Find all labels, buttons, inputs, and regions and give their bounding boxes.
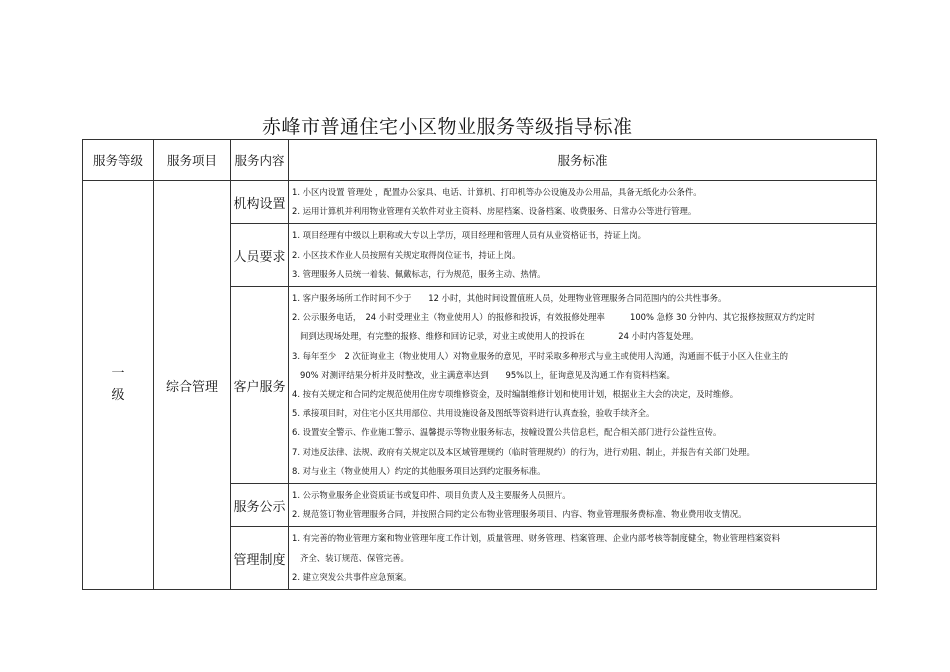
service-level-line-1: 一 [111,366,125,382]
standard-line: 齐全、装订规范、保管完善。 [300,552,409,563]
standard-line: 4. 按有关规定和合同约定规范使用住房专项维修资金，及时编制维修计划和使用计划，根据业主大会的决定，及时维修。 [292,389,739,400]
content-cell-public-notice: 服务公示 [231,484,289,527]
standard-line: 1. 有完善的物业管理方案和物业管理年度工作计划，质量管理、财务管理、档案管理、企业内部考核等制度健全，物业管理档案资料 [292,533,781,544]
document-title: 赤峰市普通住宅小区物业服务等级指导标准 [262,116,633,138]
content-cell-customer-service: 客户服务 [231,287,289,484]
standard-line: 5. 承接项目时，对住宅小区共用部位、共用设施设备及图纸等资料进行认真查验，验收手续齐全。 [292,408,655,419]
standard-line: 7. 对违反法律、法规、政府有关规定以及本区域管理规约（临时管理规约）的行为，进行劝阻、制止，并报告有关部门处理。 [292,446,755,457]
standard-line: 2. 公示服务电话， 24 小时受理业主（物业使用人）的报修和投诉，有效报修处理率 100% 急修 30 分钟内、其它报修按照双方约定时 [292,312,815,323]
standard-line: 3. 每年至少 2 次征询业主（物业使用人）对物业服务的意见，平时采取多种形式与业主或使用人沟通，沟通面不低于小区入住业主的 [292,350,789,361]
service-item-cell: 综合管理 [154,181,231,590]
header-service-content: 服务内容 [231,140,289,181]
standard-line: 8. 对与业主（物业使用人）约定的其他服务项目达到约定服务标准。 [292,465,546,476]
standard-cell-personnel [289,224,877,287]
standard-line: 1. 项目经理有中级以上职称或大专以上学历，项目经理和管理人员有从业资格证书，持证上岗。 [292,230,647,241]
standard-line: 6. 设置安全警示、作业施工警示、温馨提示等物业服务标志，按幢设置公共信息栏，配合相关部门进行公益性宣传。 [292,427,722,438]
standard-line: 间到达现场处理，有完整的报修、维修和回访记录，对业主或使用人的投诉在 24 小时内答复处理。 [300,331,699,342]
standard-cell-management-system [289,527,877,590]
standard-line: 2. 运用计算机并利用物业管理有关软件对业主资料、房屋档案、设备档案、收费服务、日常办公等进行管理。 [292,206,697,217]
standard-line: 90% 对测评结果分析并及时整改，业主满意率达到 95%以上，征询意见及沟通工作有资料档案。 [300,369,675,380]
table-row [83,181,877,224]
header-service-standard: 服务标准 [289,140,877,181]
content-cell-management-system: 管理制度 [231,527,289,590]
service-level-cell [83,181,154,590]
standard-cell-organization [289,181,877,224]
standard-line: 1. 客户服务场所工作时间不少于 12 小时，其他时间设置值班人员，处理物业管理服务合同范围内的公共性事务。 [292,293,727,304]
standard-cell-customer-service [289,287,877,484]
standard-line: 2. 小区技术作业人员按照有关规定取得岗位证书，持证上岗。 [292,249,521,260]
service-level-line-2: 级 [111,388,125,404]
standard-cell-public-notice [289,484,877,527]
service-standard-table [82,139,877,590]
table-header-row [83,140,877,181]
header-service-item: 服务项目 [154,140,231,181]
standard-line: 1. 公示物业服务企业资质证书或复印件、项目负责人及主要服务人员照片。 [292,490,571,501]
standard-line: 2. 规范签订物业管理服务合同，并按照合同约定公布物业管理服务项目、内容、物业管理服务费标准、物业费用收支情况。 [292,509,747,520]
standard-line: 3. 管理服务人员统一着装、佩戴标志，行为规范，服务主动、热情。 [292,268,546,279]
header-service-level: 服务等级 [83,140,154,181]
standard-line: 2. 建立突发公共事件应急预案。 [292,571,412,582]
content-cell-personnel: 人员要求 [231,224,289,287]
content-cell-organization: 机构设置 [231,181,289,224]
standard-line: 1. 小区内设置 管理处 ，配置办公家具、电话、计算机、打印机等办公设施及办公用品，具备无纸化办公条件。 [292,187,702,197]
